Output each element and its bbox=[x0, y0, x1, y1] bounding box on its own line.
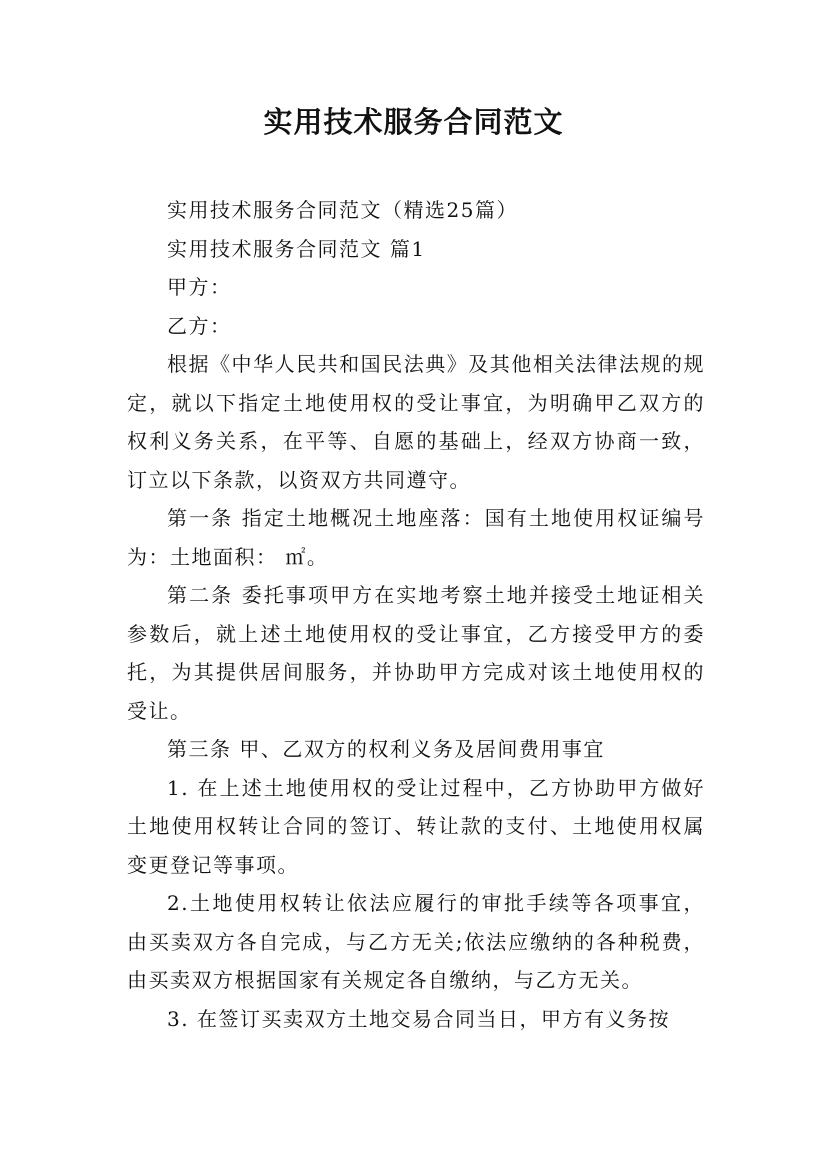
paragraph-preamble: 根据《中华人民共和国民法典》及其他相关法律法规的规定，就以下指定土地使用权的受让事宜，为明确甲乙双方的权利义务关系，在平等、自愿的基础上，经双方协商一致，订立以下条款，以资双方共同遵守。 bbox=[127, 352, 705, 492]
paragraph-clause-3-heading: 第三条 甲、乙双方的权利义务及居间费用事宜 bbox=[167, 737, 605, 761]
paragraph-party-b: 乙方： bbox=[167, 313, 232, 338]
document-title: 实用技术服务合同范文 bbox=[263, 105, 564, 139]
paragraph-party-a: 甲方： bbox=[167, 275, 232, 299]
paragraph-article-heading: 实用技术服务合同范文 篇1 bbox=[167, 236, 426, 261]
paragraph-item-1: 1. 在上述土地使用权的受让过程中，乙方协助甲方做好土地使用权转让合同的签订、转让款的支付、土地使用权属变更登记等事项。 bbox=[127, 775, 705, 877]
document-body bbox=[127, 191, 705, 1038]
paragraph-subtitle: 实用技术服务合同范文（精选25篇） bbox=[167, 198, 518, 222]
paragraph-clause-2: 第二条 委托事项甲方在实地考察土地并接受土地证相关参数后，就上述土地使用权的受让事宜，乙方接受甲方的委托，为其提供居间服务，并协助甲方完成对该土地使用权的受让。 bbox=[127, 583, 705, 723]
paragraph-clause-1: 第一条 指定土地概况土地座落：国有土地使用权证编号为：土地面积： ㎡。 bbox=[127, 506, 705, 569]
paragraph-item-3: 3. 在签订买卖双方土地交易合同当日，甲方有义务按 bbox=[167, 1006, 670, 1031]
paragraph-item-2: 2.土地使用权转让依法应履行的审批手续等各项事宜，由买卖双方各自完成，与乙方无关;依法应缴纳的各种税费，由买卖双方根据国家有关规定各自缴纳，与乙方无关。 bbox=[127, 891, 705, 992]
